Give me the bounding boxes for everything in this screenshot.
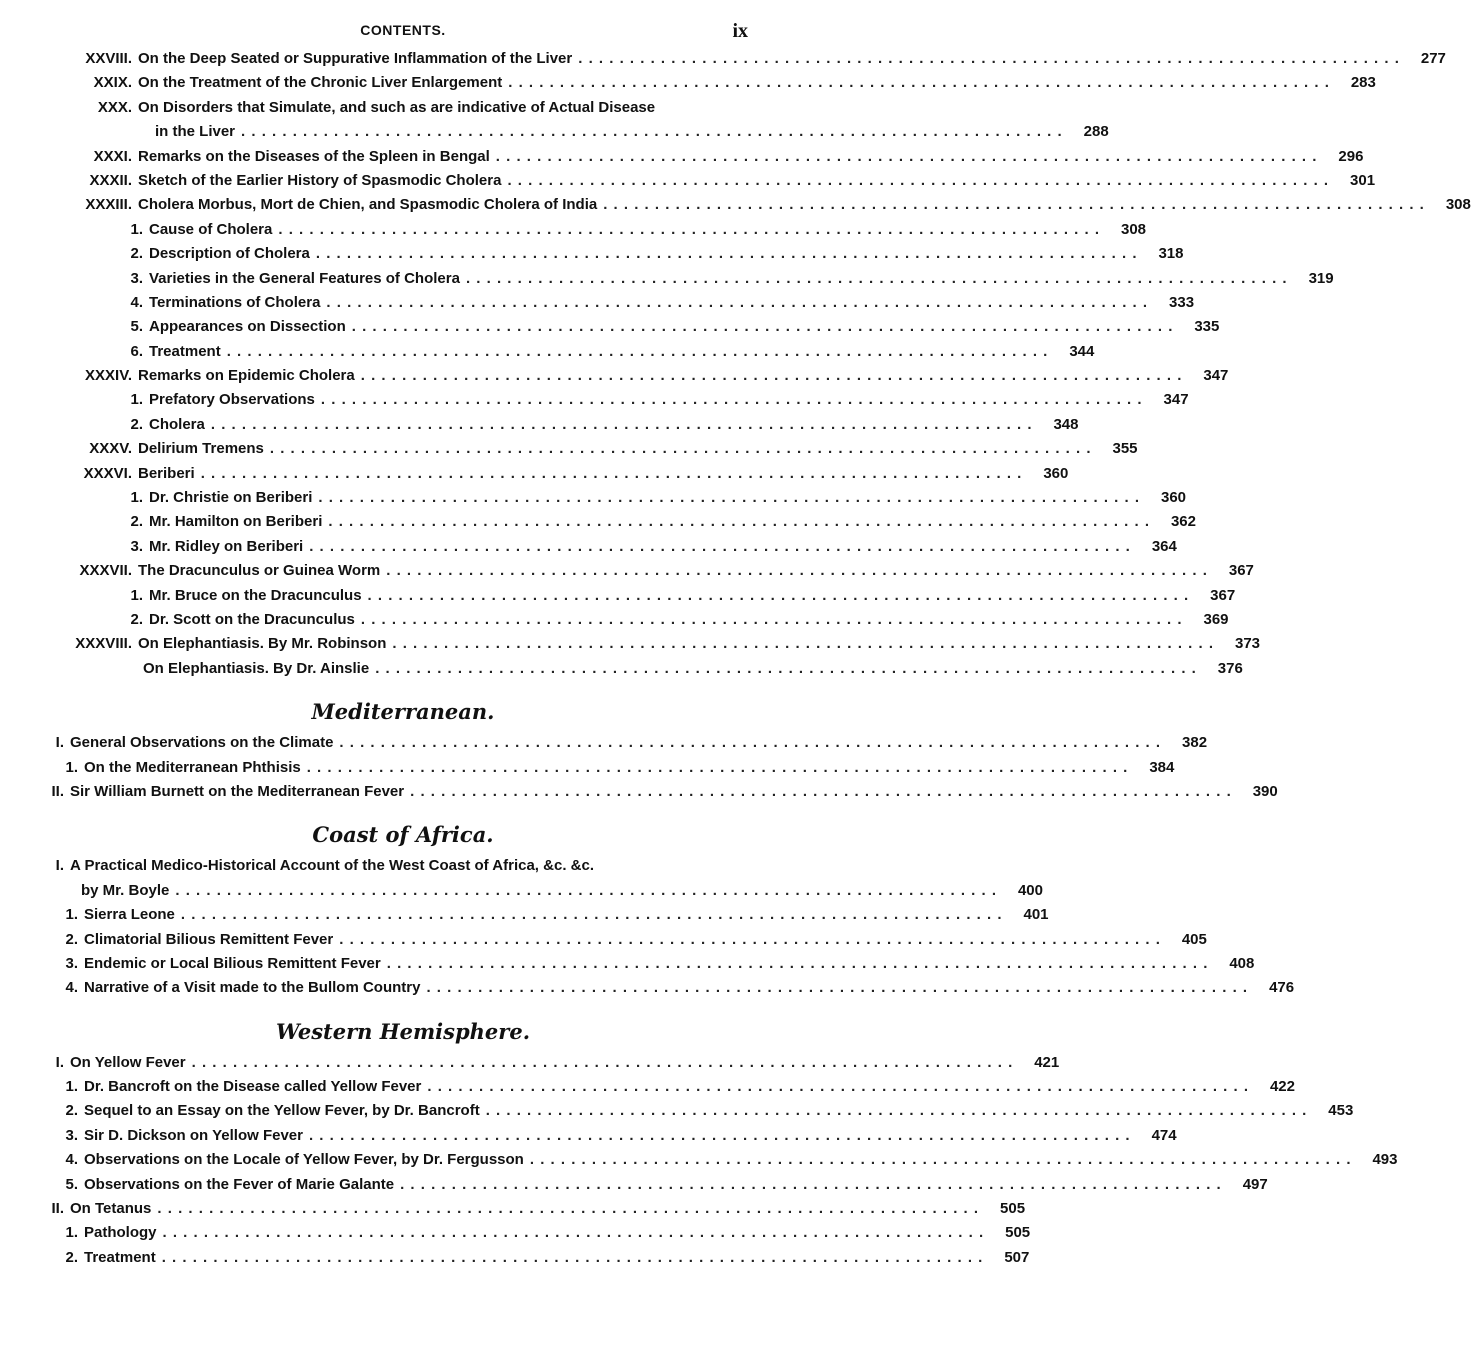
entry-number: 1. bbox=[130, 586, 143, 604]
entry-page: 422 bbox=[1269, 1078, 1295, 1096]
entry-page: 364 bbox=[1151, 537, 1177, 555]
section-heading: Coast of Africa. bbox=[312, 822, 494, 848]
entry-number: 1. bbox=[65, 1078, 78, 1096]
entry-title: Endemic or Local Bilious Remittent Fever bbox=[84, 954, 381, 972]
toc-entry bbox=[38, 464, 1069, 489]
entry-page: 362 bbox=[1170, 513, 1196, 531]
entry-page: 319 bbox=[1308, 269, 1334, 287]
dot-leader bbox=[420, 979, 1254, 996]
entry-page: 335 bbox=[1194, 318, 1220, 336]
toc-entry bbox=[38, 562, 1254, 586]
toc-section bbox=[38, 813, 1295, 1003]
entry-title: Treatment bbox=[149, 342, 221, 360]
dot-leader bbox=[264, 440, 1098, 457]
entry-page: 400 bbox=[1017, 881, 1043, 899]
entry-number: 2. bbox=[65, 1248, 78, 1266]
entry-title: The Dracunculus or Guinea Worm bbox=[138, 562, 381, 580]
entry-page: 453 bbox=[1328, 1102, 1354, 1120]
entry-title: Mr. Bruce on the Dracunculus bbox=[149, 586, 362, 604]
entry-page: 382 bbox=[1182, 734, 1208, 752]
entry-title: Terminations of Cholera bbox=[149, 293, 321, 311]
toc-entry bbox=[38, 906, 1049, 930]
toc-section bbox=[38, 690, 1278, 807]
toc-entry bbox=[38, 782, 1278, 807]
toc-entry bbox=[38, 537, 1177, 562]
dot-leader bbox=[221, 343, 1055, 360]
entry-page: 390 bbox=[1252, 782, 1278, 800]
entry-title: Mr. Ridley on Beriberi bbox=[149, 537, 304, 555]
entry-number: 1. bbox=[65, 758, 78, 776]
toc-entry bbox=[38, 954, 1255, 979]
entry-page: 347 bbox=[1203, 367, 1229, 385]
entry-title: Description of Cholera bbox=[149, 245, 310, 263]
page-title: CONTENTS. bbox=[360, 22, 446, 38]
entry-title: Observations on the Locale of Yellow Fever, by Dr. Fergusson bbox=[84, 1151, 524, 1169]
dot-leader bbox=[460, 270, 1294, 287]
entry-number: XXXII. bbox=[89, 171, 132, 189]
dot-leader bbox=[186, 1054, 1020, 1071]
entry-page: 476 bbox=[1269, 979, 1295, 997]
entry-page: 301 bbox=[1350, 171, 1376, 189]
entry-page: 405 bbox=[1181, 930, 1207, 948]
entry-title: On Elephantiasis. By Dr. Ainslie bbox=[143, 659, 370, 677]
toc-entry bbox=[38, 1224, 1031, 1248]
toc-section bbox=[38, 50, 1471, 684]
entry-title: On the Mediterranean Phthisis bbox=[84, 758, 301, 776]
entry-title: On the Treatment of the Chronic Liver Enlargement bbox=[138, 74, 503, 92]
entry-title: Sir William Burnett on the Mediterranean Fever bbox=[70, 782, 405, 800]
entry-number: 1. bbox=[65, 1224, 78, 1242]
dot-leader bbox=[524, 1151, 1358, 1168]
toc-entry bbox=[38, 1078, 1295, 1102]
toc-entry bbox=[38, 440, 1138, 464]
entry-page: 401 bbox=[1023, 906, 1049, 924]
toc-section bbox=[38, 1010, 1398, 1274]
dot-leader bbox=[303, 538, 1137, 555]
entry-number: XXXVI. bbox=[83, 464, 132, 482]
entry-number: 1. bbox=[130, 489, 143, 507]
entry-number: XXXIII. bbox=[85, 196, 132, 214]
entry-title: Prefatory Observations bbox=[149, 391, 315, 409]
dot-leader bbox=[572, 50, 1406, 67]
toc-entry bbox=[38, 342, 1095, 367]
entry-title: in the Liver bbox=[155, 123, 236, 141]
toc-entry bbox=[38, 610, 1229, 635]
entry-number: 5. bbox=[65, 1175, 78, 1193]
toc-entry bbox=[38, 415, 1079, 440]
dot-leader bbox=[386, 635, 1220, 652]
entry-number: 2. bbox=[65, 1102, 78, 1120]
entry-title: Cause of Cholera bbox=[149, 220, 273, 238]
entry-title: A Practical Medico-Historical Account of the West Coast of Africa, &c. &c. bbox=[70, 857, 594, 875]
entry-title: Dr. Bancroft on the Disease called Yellow Fever bbox=[84, 1078, 422, 1096]
toc-entry bbox=[38, 758, 1175, 783]
dot-leader bbox=[322, 513, 1156, 530]
entry-page: 348 bbox=[1053, 415, 1079, 433]
entry-title: Treatment bbox=[84, 1248, 156, 1266]
entry-page: 505 bbox=[1005, 1224, 1031, 1242]
entry-page: 355 bbox=[1112, 440, 1138, 458]
entry-number: 3. bbox=[65, 1126, 78, 1144]
dot-leader bbox=[597, 196, 1431, 213]
dot-leader bbox=[175, 906, 1009, 923]
toc-entry bbox=[38, 979, 1295, 1003]
entry-title: Observations on the Fever of Marie Galante bbox=[84, 1175, 395, 1193]
entry-page: 384 bbox=[1149, 758, 1175, 776]
toc-entry bbox=[38, 659, 1243, 684]
entry-title: On Tetanus bbox=[70, 1200, 152, 1218]
entry-number: XXXI. bbox=[93, 147, 132, 165]
toc-entry bbox=[38, 1102, 1354, 1126]
dot-leader bbox=[490, 148, 1324, 165]
entry-number: II. bbox=[51, 782, 64, 800]
table-of-contents bbox=[38, 50, 1471, 1273]
entry-number: 4. bbox=[65, 1151, 78, 1169]
entry-page: 373 bbox=[1234, 635, 1261, 653]
entry-page: 318 bbox=[1158, 245, 1184, 263]
dot-leader bbox=[394, 1176, 1228, 1193]
section-heading: Western Hemisphere. bbox=[275, 1018, 531, 1044]
dot-leader bbox=[404, 783, 1238, 800]
toc-entry bbox=[38, 513, 1196, 537]
entry-number: 1. bbox=[65, 906, 78, 924]
entry-title: Appearances on Dissection bbox=[149, 318, 346, 336]
toc-entry bbox=[38, 99, 768, 123]
toc-entry bbox=[38, 269, 1334, 294]
dot-leader bbox=[235, 123, 1069, 140]
toc-entry bbox=[38, 171, 1376, 196]
entry-title: Sir D. Dickson on Yellow Fever bbox=[84, 1126, 303, 1144]
toc-entry bbox=[38, 1126, 1177, 1151]
dot-leader bbox=[303, 1127, 1137, 1144]
dot-leader bbox=[301, 759, 1135, 776]
toc-entry bbox=[38, 930, 1207, 955]
entry-page: 505 bbox=[1000, 1200, 1026, 1218]
entry-number: XXX. bbox=[97, 98, 132, 116]
entry-title: Remarks on Epidemic Cholera bbox=[138, 367, 355, 385]
entry-page: 344 bbox=[1069, 342, 1095, 360]
entry-page: 507 bbox=[1004, 1248, 1030, 1266]
contents-page bbox=[38, 0, 1471, 1273]
entry-page: 277 bbox=[1420, 50, 1446, 67]
entry-page: 360 bbox=[1160, 489, 1187, 507]
entry-title: On Disorders that Simulate, and such as are indicative of Actual Disease bbox=[138, 98, 656, 116]
entry-title: Cholera bbox=[149, 415, 205, 433]
entry-title: Narrative of a Visit made to the Bullom Country bbox=[84, 979, 421, 997]
entry-number: 3. bbox=[130, 537, 143, 555]
dot-leader bbox=[310, 245, 1144, 262]
entry-number: 3. bbox=[65, 954, 78, 972]
dot-leader bbox=[333, 734, 1167, 751]
entry-number: 2. bbox=[130, 415, 143, 433]
dot-leader bbox=[346, 318, 1180, 335]
entry-number: 5. bbox=[130, 318, 143, 336]
entry-page: 308 bbox=[1445, 196, 1471, 214]
entry-number: I. bbox=[55, 734, 64, 752]
toc-entry bbox=[38, 293, 1195, 318]
entry-number: I. bbox=[55, 857, 64, 875]
entry-number: 2. bbox=[130, 513, 143, 531]
toc-entry bbox=[38, 1248, 1030, 1273]
entry-number: I. bbox=[55, 1053, 64, 1071]
dot-leader bbox=[156, 1249, 990, 1266]
entry-number: 6. bbox=[130, 342, 143, 360]
dot-leader bbox=[381, 955, 1215, 972]
entry-title: Varieties in the General Features of Cholera bbox=[149, 269, 460, 287]
dot-leader bbox=[421, 1078, 1255, 1095]
entry-page: 367 bbox=[1210, 586, 1236, 604]
entry-number: XXXVIII. bbox=[75, 635, 132, 653]
entry-number: 3. bbox=[130, 269, 143, 287]
toc-entry bbox=[38, 1151, 1398, 1175]
entry-title: Sierra Leone bbox=[84, 906, 175, 924]
entry-title: by Mr. Boyle bbox=[81, 881, 170, 899]
entry-page: 376 bbox=[1217, 659, 1243, 677]
dot-leader bbox=[380, 562, 1214, 579]
toc-entry bbox=[38, 367, 1229, 391]
dot-leader bbox=[320, 294, 1154, 311]
entry-page: 360 bbox=[1043, 464, 1069, 482]
toc-entry bbox=[38, 1200, 1026, 1224]
toc-entry bbox=[38, 635, 1261, 659]
toc-entry bbox=[38, 489, 1187, 513]
toc-entry bbox=[38, 734, 1208, 758]
entry-title: Delirium Tremens bbox=[138, 440, 264, 458]
entry-number: 2. bbox=[130, 610, 143, 628]
toc-entry bbox=[38, 318, 1220, 342]
toc-entry bbox=[38, 586, 1236, 611]
toc-entry bbox=[38, 1053, 1060, 1078]
entry-page: 367 bbox=[1228, 562, 1254, 580]
entry-title: On Yellow Fever bbox=[70, 1053, 186, 1071]
entry-page: 333 bbox=[1169, 293, 1195, 311]
entry-title: On Elephantiasis. By Mr. Robinson bbox=[138, 635, 387, 653]
entry-number: XXVIII. bbox=[85, 50, 132, 67]
entry-page: 308 bbox=[1120, 220, 1147, 238]
toc-entry bbox=[38, 245, 1184, 269]
dot-leader bbox=[369, 660, 1203, 677]
entry-number: II. bbox=[51, 1200, 64, 1218]
toc-entry bbox=[38, 220, 1147, 245]
dot-leader bbox=[272, 221, 1106, 238]
toc-entry bbox=[38, 881, 1043, 906]
entry-title: Climatorial Bilious Remittent Fever bbox=[84, 930, 334, 948]
dot-leader bbox=[195, 465, 1029, 482]
entry-title: General Observations on the Climate bbox=[70, 734, 334, 752]
dot-leader bbox=[333, 931, 1167, 948]
dot-leader bbox=[169, 882, 1003, 899]
toc-entry bbox=[38, 74, 1376, 98]
entry-page: 493 bbox=[1372, 1151, 1398, 1169]
dot-leader bbox=[502, 74, 1336, 91]
entry-page: 283 bbox=[1350, 74, 1376, 92]
entry-title: Cholera Morbus, Mort de Chien, and Spasmodic Cholera of India bbox=[138, 196, 598, 214]
entry-title: Pathology bbox=[84, 1224, 157, 1242]
entry-page: 408 bbox=[1229, 954, 1255, 972]
entry-title: Beriberi bbox=[138, 464, 195, 482]
entry-page: 421 bbox=[1034, 1053, 1060, 1071]
entry-number: 1. bbox=[130, 391, 143, 409]
entry-number: XXXVII. bbox=[79, 562, 132, 580]
dot-leader bbox=[205, 416, 1039, 433]
dot-leader bbox=[480, 1102, 1314, 1119]
entry-title: Dr. Scott on the Dracunculus bbox=[149, 610, 355, 628]
entry-page: 474 bbox=[1151, 1126, 1177, 1144]
entry-number: XXXV. bbox=[89, 440, 132, 458]
entry-page: 497 bbox=[1242, 1175, 1268, 1193]
entry-number: XXXIV. bbox=[85, 367, 132, 385]
toc-entry bbox=[38, 147, 1364, 172]
entry-title: Remarks on the Diseases of the Spleen in Bengal bbox=[138, 147, 490, 165]
dot-leader bbox=[362, 587, 1196, 604]
dot-leader bbox=[501, 172, 1335, 189]
entry-number: 2. bbox=[65, 930, 78, 948]
entry-number: 4. bbox=[65, 979, 78, 997]
dot-leader bbox=[151, 1200, 985, 1217]
toc-entry bbox=[38, 1175, 1268, 1200]
entry-page: 296 bbox=[1338, 147, 1364, 165]
dot-leader bbox=[355, 611, 1189, 628]
entry-title: Mr. Hamilton on Beriberi bbox=[149, 513, 323, 531]
toc-entry bbox=[38, 123, 1109, 147]
entry-page: 347 bbox=[1163, 391, 1189, 409]
entry-number: 1. bbox=[130, 220, 143, 238]
toc-entry bbox=[38, 391, 1189, 415]
toc-entry bbox=[38, 50, 1446, 74]
dot-leader bbox=[315, 391, 1149, 408]
entry-title: Sequel to an Essay on the Yellow Fever, by Dr. Bancroft bbox=[84, 1102, 480, 1120]
entry-number: 4. bbox=[130, 293, 143, 311]
section-heading: Mediterranean. bbox=[311, 699, 495, 725]
entry-title: Sketch of the Earlier History of Spasmodic Cholera bbox=[138, 171, 502, 189]
toc-entry bbox=[38, 857, 768, 881]
entry-page: 369 bbox=[1203, 610, 1229, 628]
entry-number: XXIX. bbox=[93, 74, 132, 92]
dot-leader bbox=[157, 1224, 991, 1241]
dot-leader bbox=[312, 489, 1146, 506]
entry-page: 288 bbox=[1083, 123, 1109, 141]
running-head bbox=[38, 0, 768, 50]
toc-entry bbox=[38, 196, 1471, 220]
page-number: ix bbox=[732, 20, 748, 42]
entry-number: 2. bbox=[130, 245, 143, 263]
entry-title: Dr. Christie on Beriberi bbox=[149, 489, 313, 507]
dot-leader bbox=[355, 367, 1189, 384]
entry-title: On the Deep Seated or Suppurative Inflammation of the Liver bbox=[138, 50, 573, 67]
